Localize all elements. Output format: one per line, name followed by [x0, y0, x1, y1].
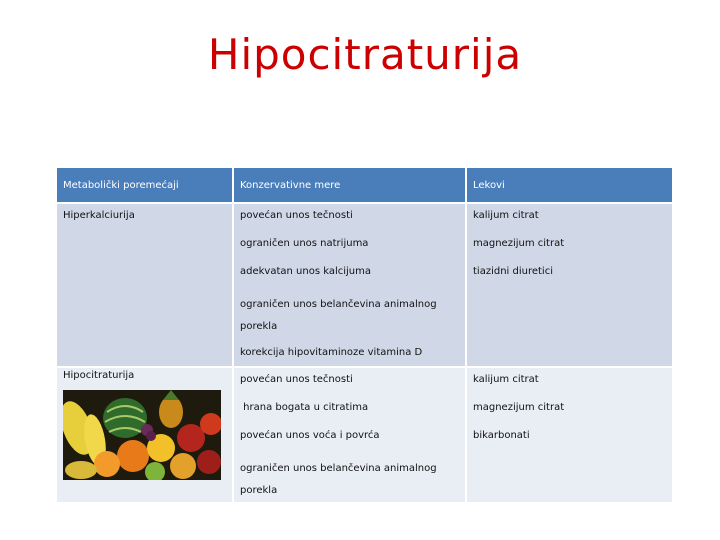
table-header-row: [57, 168, 672, 203]
measure-item: ograničen unos belančevina animalnog porekla: [240, 463, 437, 496]
measure-item: ograničen unos belančevina animalnog porekla: [240, 299, 437, 332]
measure-item: povećan unos voća i povrća: [240, 430, 380, 441]
measure-item: hrana bogata u citratima: [240, 402, 369, 413]
fruit-illustration: [63, 390, 221, 480]
table-row: [57, 367, 672, 502]
header-measures: Konzervativne mere: [233, 168, 466, 203]
header-drugs: Lekovi: [466, 168, 672, 203]
treatment-table: [57, 168, 672, 502]
drug-item: magnezijum citrat: [473, 402, 565, 413]
slide-title: Hipocitraturija: [207, 30, 523, 79]
disorder-label: Hipocitraturija: [63, 370, 135, 381]
drug-item: magnezijum citrat: [473, 238, 565, 249]
measure-item: ograničen unos natrijuma: [240, 238, 369, 249]
drug-item: kalijum citrat: [473, 210, 539, 221]
measure-item: povećan unos tečnosti: [240, 374, 353, 385]
table-row: [57, 203, 672, 367]
fruit-photo: [63, 390, 221, 480]
header-disorders: Metabolički poremećaji: [57, 168, 233, 203]
measure-item: adekvatan unos kalcijuma: [240, 266, 371, 277]
drug-item: kalijum citrat: [473, 374, 539, 385]
drug-item: bikarbonati: [473, 430, 530, 441]
disorder-label: Hiperkalciurija: [63, 210, 135, 221]
measure-item: korekcija hipovitaminoze vitamina D: [240, 347, 423, 358]
measure-item: povećan unos tečnosti: [240, 210, 353, 221]
drug-item: tiazidni diuretici: [473, 266, 553, 277]
